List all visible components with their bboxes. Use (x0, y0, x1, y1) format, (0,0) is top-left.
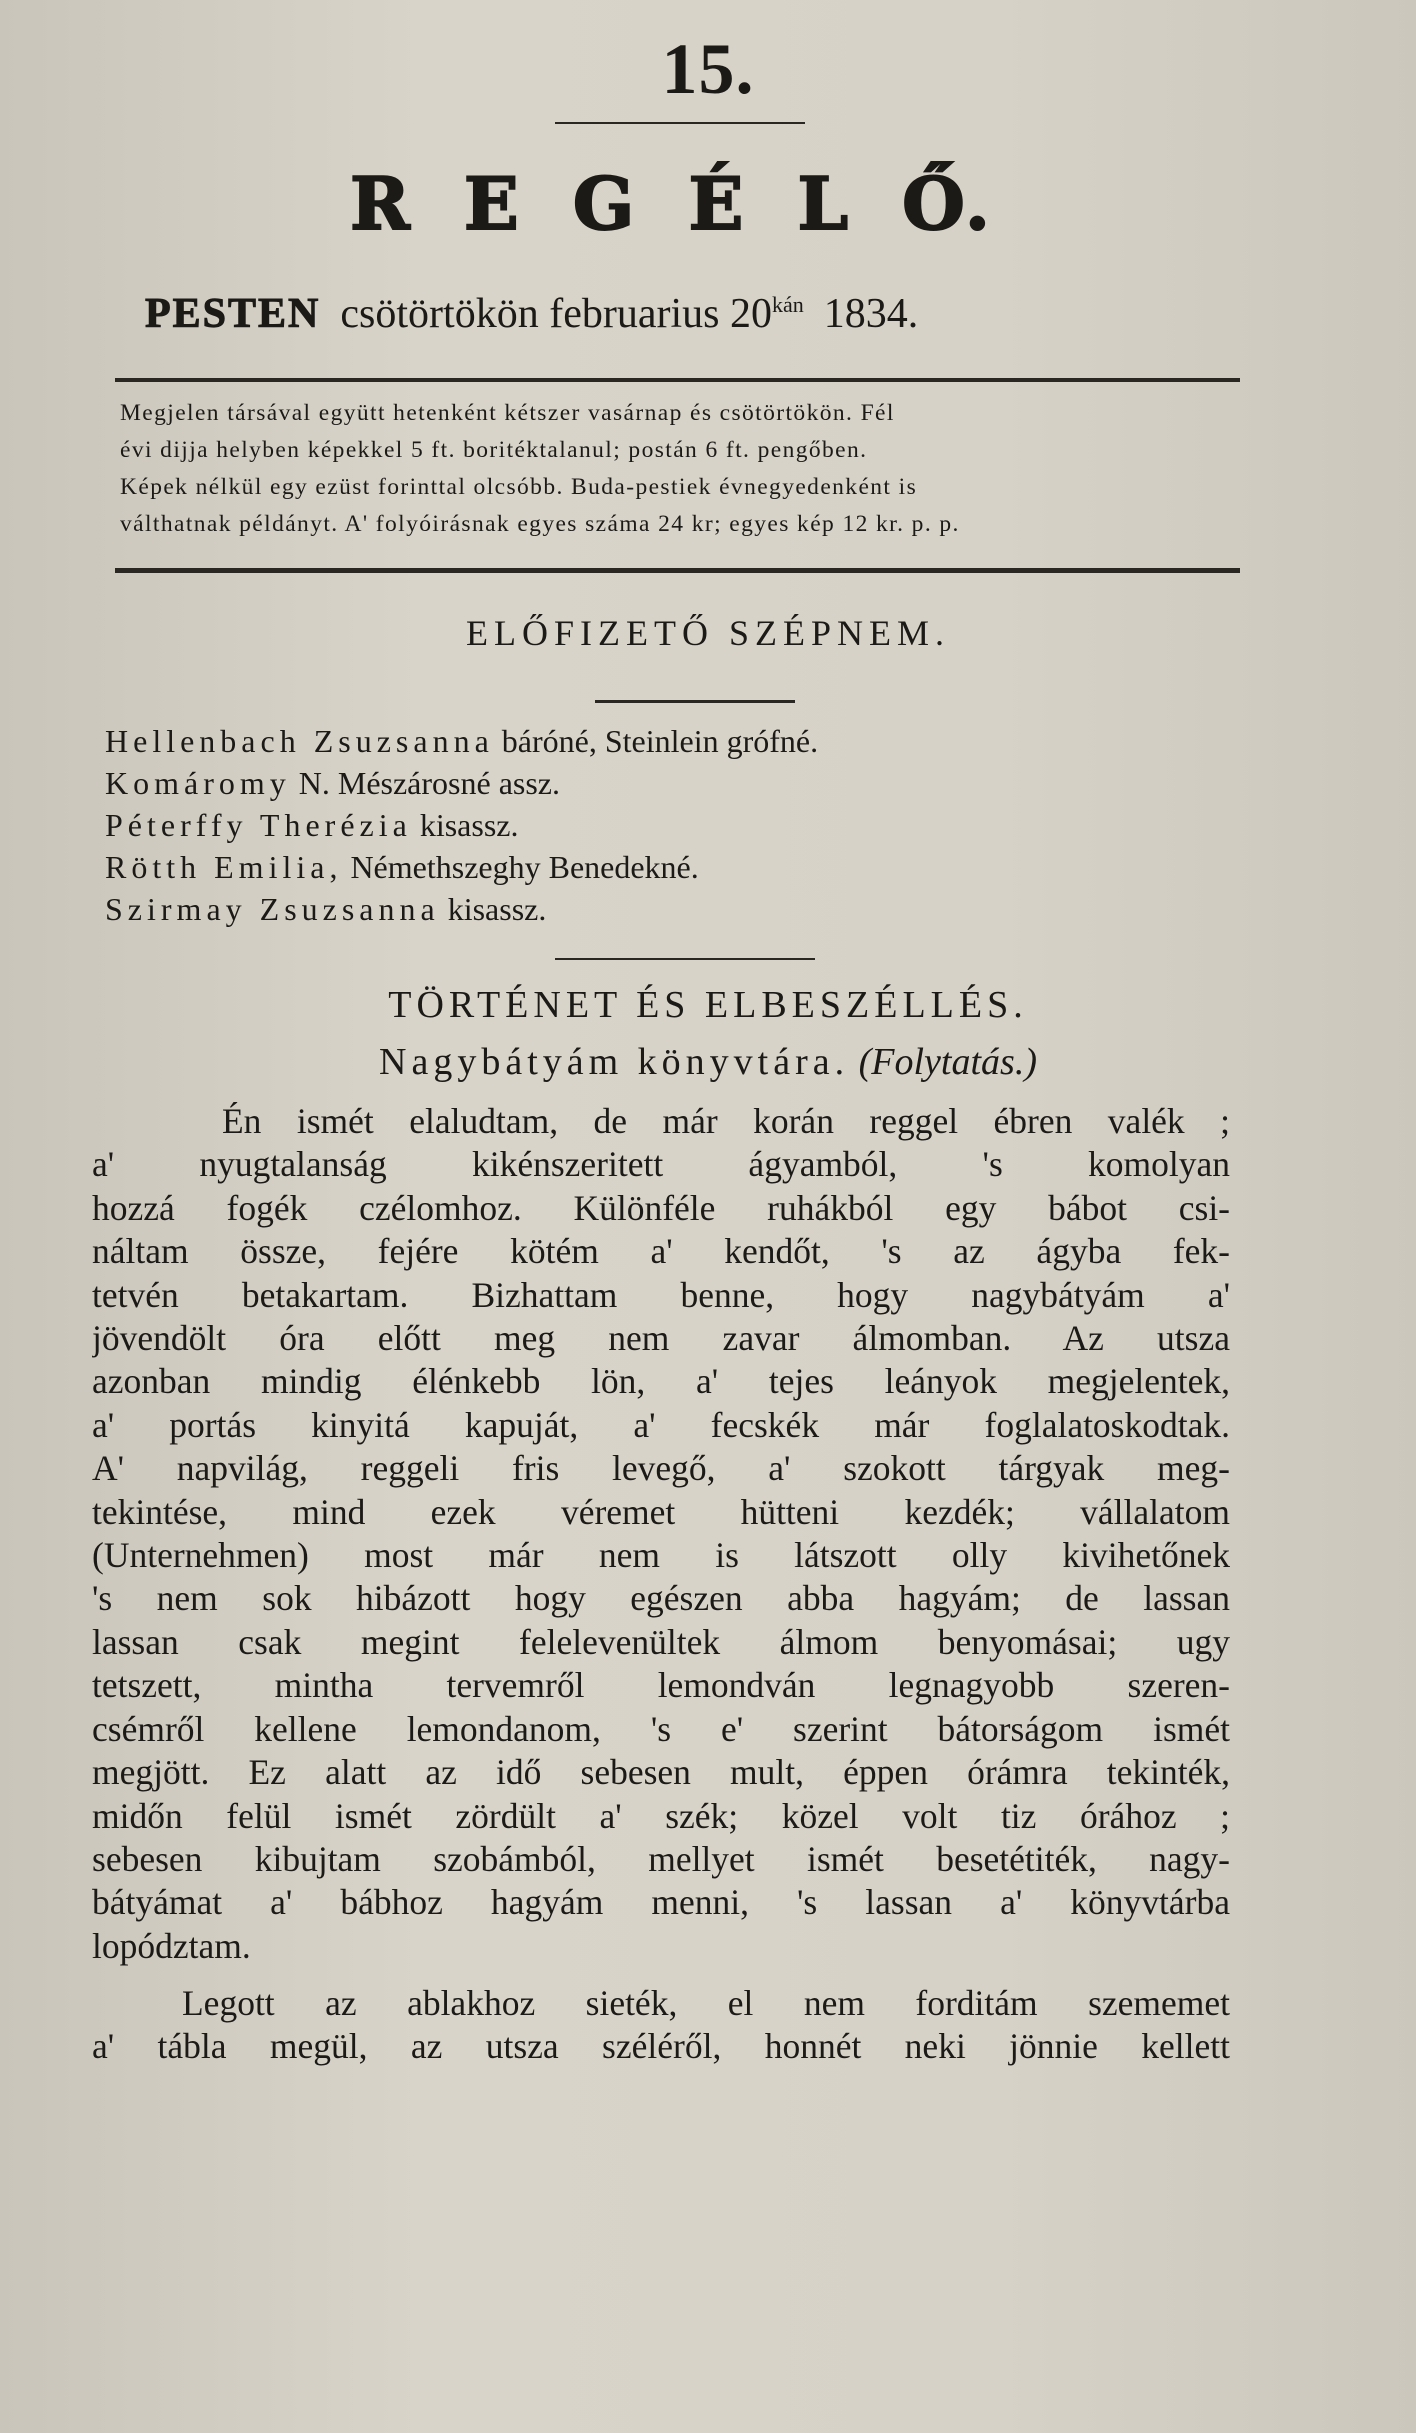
text-line: A' napvilág, reggeli fris levegő, a' szokott tárgyak meg- (92, 1448, 1230, 1489)
text-line: tekintése, mind ezek véremet hütteni kezdék; vállalatom (92, 1491, 1230, 1532)
section-rule (555, 958, 815, 960)
text-line: a' tábla megül, az utsza széléről, honnét neki jönnie kellett (92, 2026, 1230, 2067)
text-line: tetszett, mintha tervemről lemondván legnagyobb szeren- (92, 1665, 1230, 1706)
text-line: 's nem sok hibázott hogy egészen abba hagyám; de lassan (92, 1578, 1230, 1619)
subscriber-name: Péterffy Therézia (105, 807, 412, 843)
top-rule (115, 378, 1240, 382)
subscriber-name: Szirmay Zsuzsanna (105, 891, 440, 927)
subscriber-name: Hellenbach Zsuzsanna (105, 723, 494, 759)
dateline-place: PESTEN (145, 291, 321, 337)
subscriber-entry (105, 888, 1255, 930)
article-note: (Folytatás.) (858, 1041, 1037, 1083)
article-paragraph-1 (92, 1100, 1230, 1968)
text-line: sebesen kibujtam szobámból, mellyet ismét besetétiték, nagy- (92, 1838, 1230, 1879)
masthead-letter: E (463, 161, 519, 246)
text-line: midőn felül ismét zördült a' szék; közel volt tiz órához ; (92, 1795, 1230, 1836)
notice-line: Képek nélkül egy ezüst forinttal olcsóbb. Buda-pestiek évnegyedenként is (120, 474, 918, 500)
text-line: lassan csak megint felelevenültek álmom benyomásai; ugy (92, 1621, 1230, 1662)
text-line: (Unternehmen) most már nem is látszott olly kivihetőnek (92, 1535, 1230, 1576)
subscriber-name: Komáromy (105, 765, 291, 801)
article-title-line (0, 1040, 1416, 1084)
masthead-letter: Ő. (902, 161, 990, 246)
subscriber-name: Rötth Emilia, (105, 849, 343, 885)
notice-line: válthatnak példányt. A' folyóirásnak egyes száma 24 kr; egyes kép 12 kr. p. p. (120, 511, 960, 537)
subscriber-rest: báróné, Steinlein grófné. (501, 723, 819, 759)
subscribers-rule (595, 700, 795, 703)
notice-rule (115, 568, 1240, 573)
subscriber-rest: N. Mészárosné assz. (298, 765, 560, 801)
subscriber-rest: kisassz. (447, 891, 547, 927)
masthead-title (350, 161, 990, 246)
text-line: tetvén betakartam. Bizhattam benne, hogy nagybátyám a' (92, 1274, 1230, 1315)
subscribers-heading: ELŐFIZETŐ SZÉPNEM. (466, 613, 950, 653)
article-title: Nagybátyám könyvtára. (379, 1041, 850, 1083)
text-line: jövendölt óra előtt meg nem zavar álmomban. Az utsza (92, 1318, 1230, 1359)
dateline-day: csötörtökön februarius 20 (340, 291, 772, 337)
subscriber-rest: kisassz. (419, 807, 519, 843)
text-line: a' portás kinyitá kapuját, a' fecskék már foglalatoskodtak. (92, 1404, 1230, 1445)
text-line: lopództam. (92, 1925, 251, 1966)
subscriber-entry (105, 804, 1255, 846)
text-line: csémről kellene lemondanom, 's e' szerint bátorságom ismét (92, 1708, 1230, 1749)
subscriber-entry (105, 846, 1255, 888)
text-line: megjött. Ez alatt az idő sebesen mult, éppen órámra tekinték, (92, 1752, 1230, 1793)
text-line: hozzá fogék czélomhoz. Különféle ruhákból egy bábot csi- (92, 1187, 1230, 1228)
subscribers-list (105, 720, 1255, 930)
dateline (145, 290, 1205, 338)
notice-line: évi dijja helyben képekkel 5 ft. boritéktalanul; postán 6 ft. pengőben. (120, 437, 868, 463)
masthead-letter: L (797, 161, 849, 246)
masthead-letter: É (688, 161, 744, 246)
text-line: azonban mindig élénkebb lön, a' tejes leányok megjelentek, (92, 1361, 1230, 1402)
section-heading: TÖRTÉNET ÉS ELBESZÉLLÉS. (388, 984, 1028, 1026)
dateline-text (340, 290, 803, 338)
text-line: Legott az ablakhoz sieték, el nem forditám szememet (182, 1983, 1230, 2023)
notice-line: Megjelen társával együtt hetenként kétszer vasárnap és csötörtökön. Fél (120, 400, 895, 426)
masthead-letter: G (572, 161, 635, 246)
dateline-suffix: kán (771, 292, 804, 317)
masthead-letter: R (350, 161, 410, 246)
publication-notice (120, 395, 1230, 543)
dateline-year: 1834. (823, 291, 919, 337)
issue-number: 15. (661, 29, 755, 109)
text-line: náltam össze, fejére kötém a' kendőt, 's az ágyba fek- (92, 1231, 1230, 1272)
text-line: bátyámat a' bábhoz hagyám menni, 's lassan a' könyvtárba (92, 1882, 1230, 1923)
text-line: Én ismét elaludtam, de már korán reggel ébren valék ; (222, 1101, 1230, 1141)
issue-rule (555, 122, 805, 124)
text-line: a' nyugtalanság kikénszeritett ágyamból, 's komolyan (92, 1144, 1230, 1185)
subscriber-rest: Némethszeghy Benedekné. (350, 849, 699, 885)
subscriber-entry (105, 762, 1255, 804)
subscriber-entry (105, 720, 1255, 762)
article-paragraph-2 (92, 1982, 1230, 2069)
